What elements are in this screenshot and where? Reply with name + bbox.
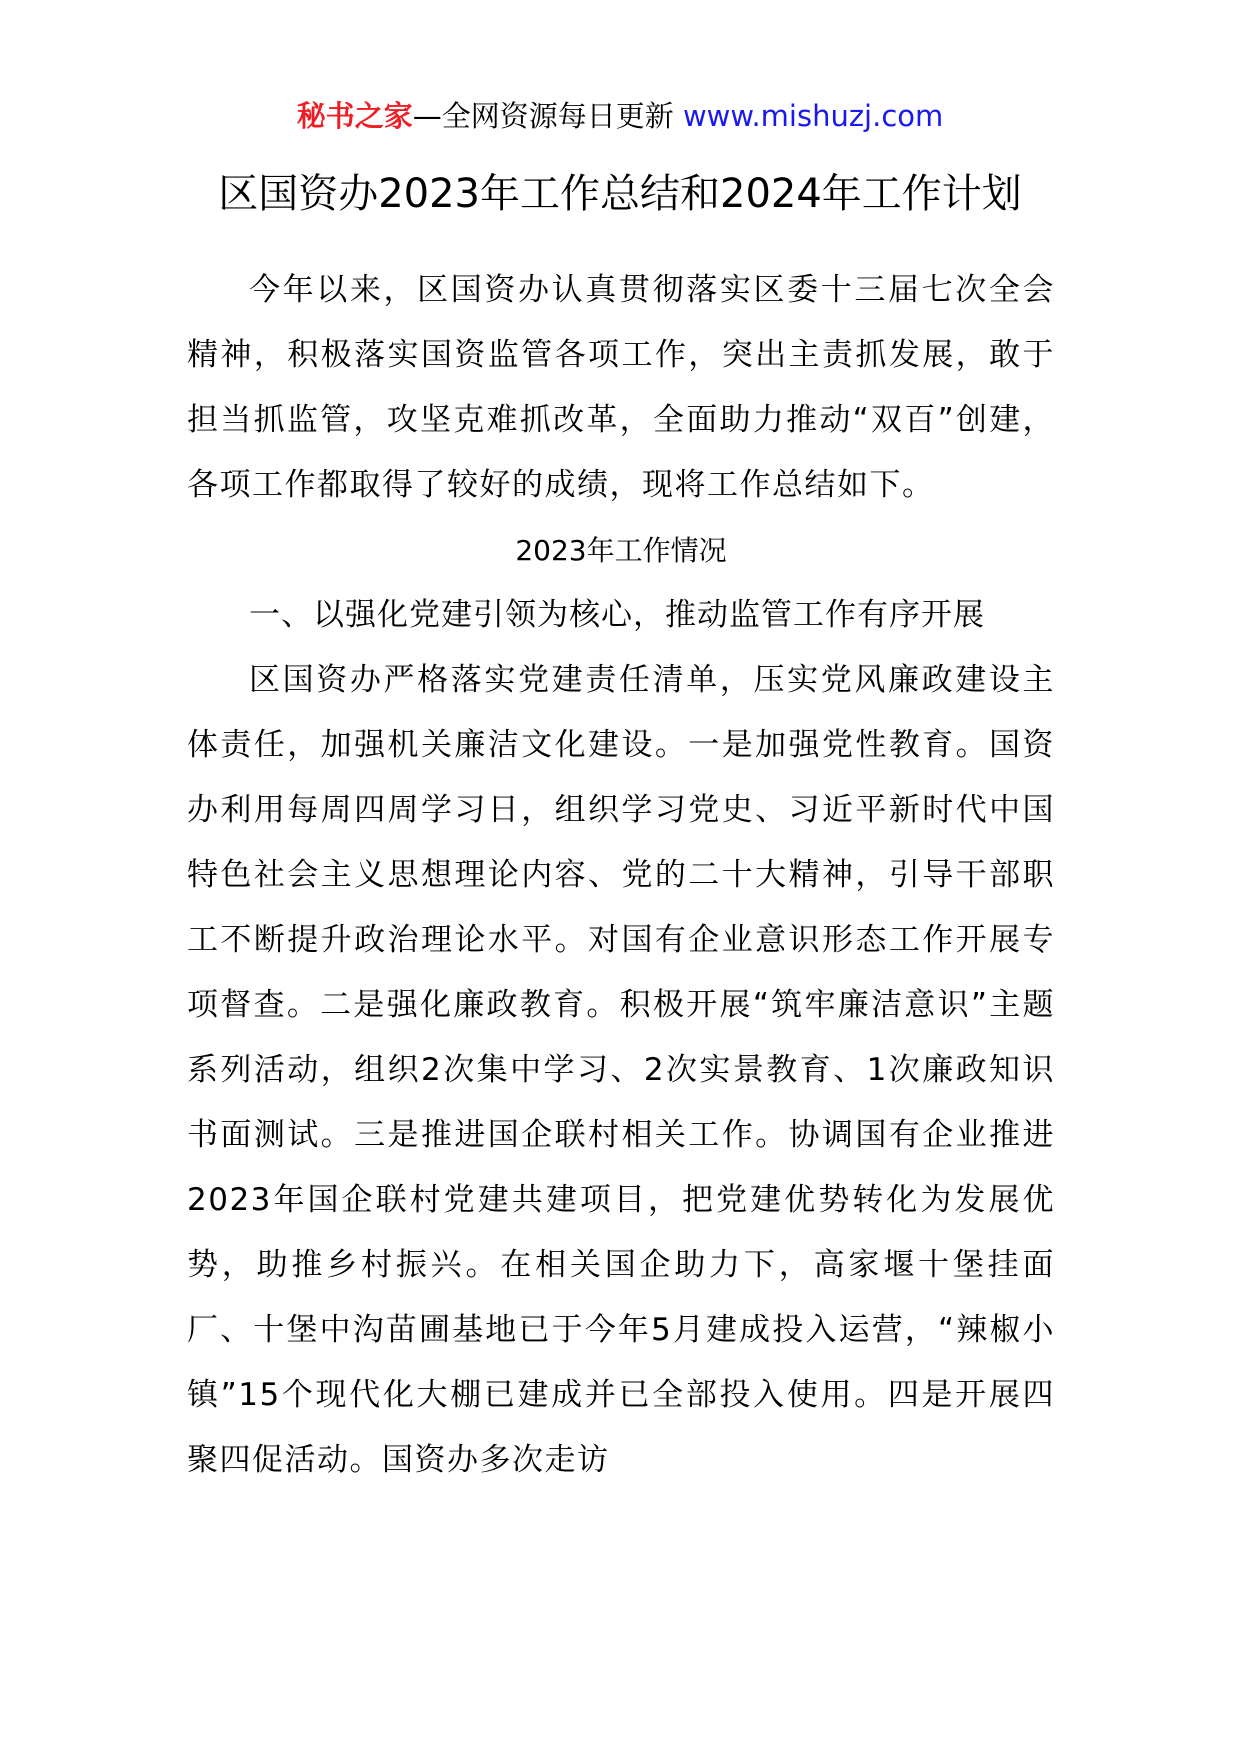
document-body [187,258,1055,1493]
site-url-link[interactable]: www.mishuzj.com [682,99,944,133]
site-header [0,96,1240,136]
document-title: 区国资办2023年工作总结和2024年工作计划 [218,171,1022,217]
header-tagline: —全网资源每日更新 [412,99,674,133]
intro-paragraph: 今年以来，区国资办认真贯彻落实区委十三届七次全会精神，积极落实国资监管各项工作，突出主责抓发展，敢于担当抓监管，攻坚克难抓改革，全面助力推动“双百”创建，各项工作都取得了较好的成绩，现将工作总结如下。 [187,272,1055,503]
section-heading: 2023年工作情况 [515,534,727,567]
subheading-1: 一、以强化党建引领为核心，推动监管工作有序开展 [249,597,985,633]
body-paragraph-1: 区国资办严格落实党建责任清单，压实党风廉政建设主体责任，加强机关廉洁文化建设。一是加强党性教育。国资办利用每周四周学习日，组织学习党史、习近平新时代中国特色社会主义思想理论内容、党的二十大精神，引导干部职工不断提升政治理论水平。对国有企业意识形态工作开展专项督查。二是强化廉政教育。积极开展“筑牢廉洁意识”主题系列活动，组织2次集中学习、2次实景教育、1次廉政知识书面测试。三是推进国企联村相关工作。协调国有企业推进2023年国企联村党建共建项目，把党建优势转化为发展优势，助推乡村振兴。在相关国企助力下，高家堰十堡挂面厂、十堡中沟苗圃基地已于今年5月建成投入运营，“辣椒小镇”15个现代化大棚已建成并已全部投入使用。四是开展四聚四促活动。国资办多次走访 [187,662,1055,1478]
brand-name: 秘书之家 [296,99,413,133]
